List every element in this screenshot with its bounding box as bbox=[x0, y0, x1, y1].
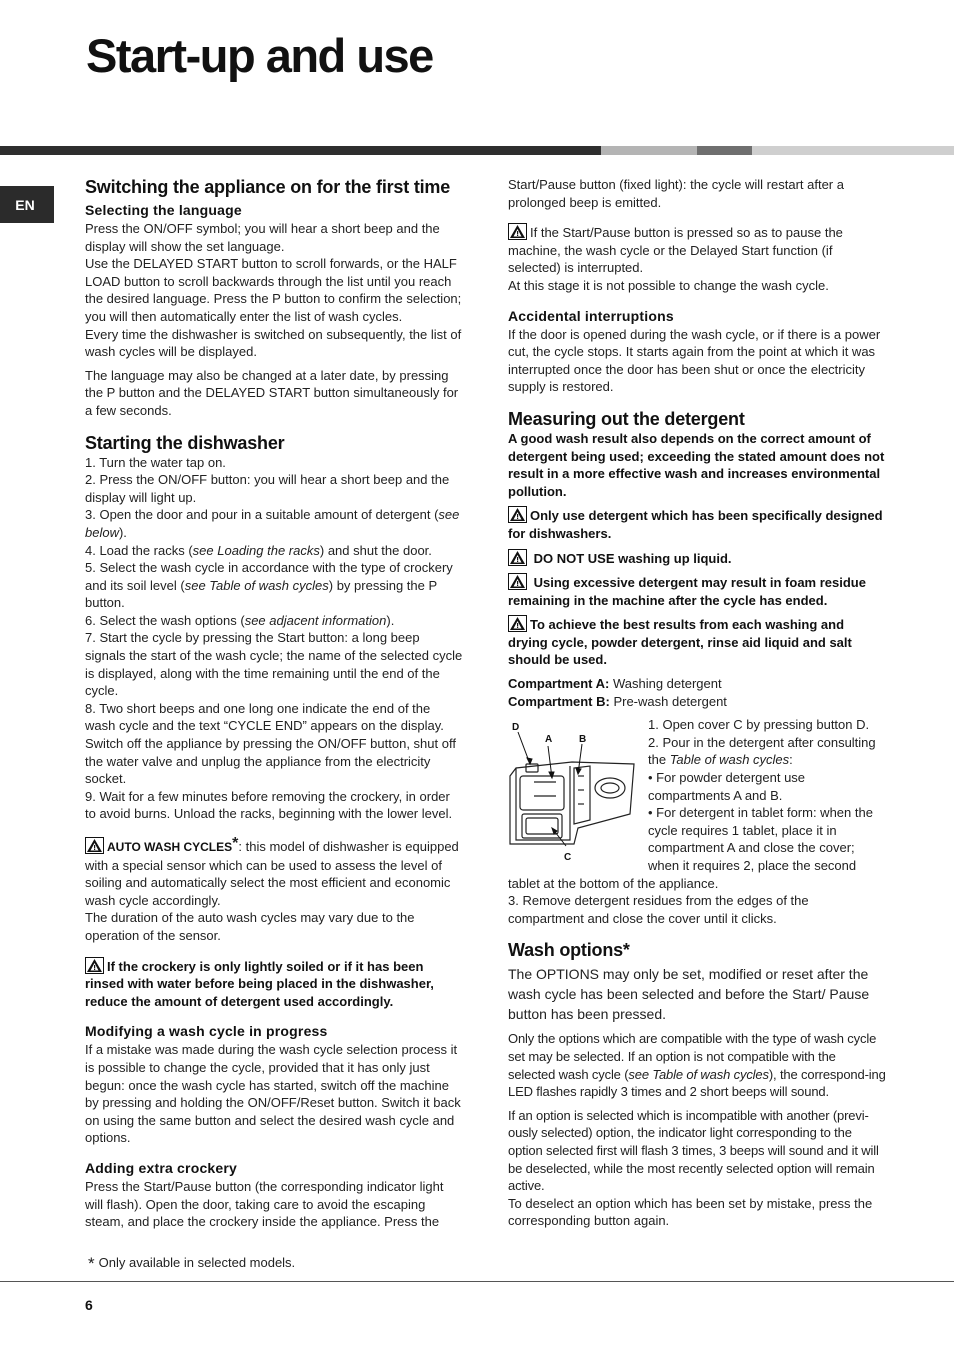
header-rule-light bbox=[601, 146, 697, 155]
step-3: 3. Open the door and pour in a suitable amount of detergent (see below). bbox=[85, 507, 460, 540]
detergent-warning-2: DO NOT USE washing up liquid. bbox=[508, 549, 886, 568]
header-rule-mid bbox=[697, 146, 752, 155]
dispenser-bullet-powder: • For powder detergent use compartments A and B. bbox=[648, 770, 806, 803]
dispenser-step-1: 1. Open cover C by pressing button D. bbox=[648, 717, 870, 733]
paragraph: The language may also be changed at a later date, by pressing the P button and the DELAYED START button simultaneously for a few seconds. bbox=[85, 367, 459, 418]
dispenser-section bbox=[508, 716, 886, 874]
heading-wash-options: Wash options* bbox=[508, 940, 630, 961]
detergent-intro: A good wash result also depends on the correct amount of detergent being used; exceeding the stated amount does not result in a more effective wash and increases environmental pollution. bbox=[508, 430, 885, 499]
paragraph: If a mistake was made during the wash cycle selection process it is possible to change the cycle, provided that it has only just begun: once the wash cycle has started, switch off the machine by pressing and holding the ON/OFF/Reset button. Switch it back on using the same button and select the desired wash cycle and options. bbox=[85, 1042, 461, 1146]
footer-rule bbox=[0, 1281, 954, 1282]
heading-starting: Starting the dishwasher bbox=[85, 432, 285, 453]
left-column bbox=[85, 176, 463, 1231]
dispenser-bullet-tablet-cont: tablet at the bottom of the appliance. bbox=[508, 875, 719, 891]
paragraph: Press the ON/OFF symbol; you will hear a short beep and the display will show the set language. bbox=[85, 221, 440, 254]
step-2: 2. Press the ON/OFF button: you will hear a short beep and the display will light up. bbox=[85, 472, 450, 505]
paragraph: Use the DELAYED START button to scroll forwards, or the HALF LOAD button to scroll backwards through the list until you reach the desired language. Press the P button to confirm the selection; you will then automatically enter the list of wash cycles. bbox=[85, 256, 462, 324]
label-a: A bbox=[545, 734, 553, 746]
detergent-warning-4: To achieve the best results from each washing and drying cycle, powder detergent, rinse aid liquid and salt should be used. bbox=[508, 617, 852, 668]
label-d: D bbox=[512, 722, 520, 734]
detergent-warning-1: Only use detergent which has been specifically designed for dishwashers. bbox=[508, 508, 883, 541]
pause-warning: If the Start/Pause button is pressed so as to pause the machine, the wash cycle or the Delayed Start function (if selected) is interrupted. bbox=[508, 225, 843, 276]
compartment-b: Compartment B: Pre-wash detergent bbox=[508, 693, 727, 709]
subheading-accidental: Accidental interruptions bbox=[508, 307, 674, 324]
warning-icon bbox=[508, 615, 527, 632]
dispenser-instructions bbox=[648, 716, 886, 874]
right-column bbox=[508, 176, 886, 1230]
warning-icon bbox=[508, 506, 527, 523]
label-b: B bbox=[579, 734, 587, 746]
header-rule-dark bbox=[0, 146, 601, 155]
dispenser-bullet-tablet: • For detergent in tablet form: when the cycle requires 1 tablet, place it in compartment A and close the cover; when it requires 2, place the second bbox=[648, 805, 873, 873]
warning-icon bbox=[508, 223, 527, 240]
step-7: 7. Start the cycle by pressing the Start button: a long beep signals the start of the wash cycle; the name of the selected cycle is displayed, along with the time remaining until the end of the cycle. bbox=[85, 630, 463, 699]
paragraph: The duration of the auto wash cycles may vary due to the operation of the sensor. bbox=[85, 910, 415, 943]
warning-icon bbox=[508, 549, 527, 566]
step-8: 8. Two short beeps and one long one indicate the end of the wash cycle and the text “CYCLE END” appears on the display. Switch off the appliance by pressing the ON/OFF button, shut off the water valve and unplug the appliance from the electricity socket. bbox=[85, 700, 456, 787]
compartment-a: Compartment A: Washing detergent bbox=[508, 676, 722, 692]
header-rule-light-end bbox=[752, 146, 954, 155]
step-1: 1. Turn the water tap on. bbox=[85, 454, 226, 470]
page-title: Start-up and use bbox=[86, 29, 433, 82]
dispenser-illustration bbox=[508, 716, 638, 866]
warning-icon bbox=[85, 837, 104, 854]
auto-wash-note: AUTO WASH CYCLES*: this model of dishwasher is equipped with a special sensor which can be used to assess the level of soiling and automatically select the most efficient and economic wash cycle accordingly. bbox=[85, 835, 459, 908]
paragraph: To deselect an option which has been set by mistake, press the corresponding button again. bbox=[508, 1195, 873, 1229]
paragraph: At this stage it is not possible to change the wash cycle. bbox=[508, 277, 829, 293]
label-c: C bbox=[564, 852, 572, 864]
detergent-warning-3: Using excessive detergent may result in foam residue remaining in the machine after the cycle has ended. bbox=[508, 575, 866, 608]
heading-detergent: Measuring out the detergent bbox=[508, 408, 745, 429]
paragraph: Press the Start/Pause button (the corresponding indicator light will flash). Open the door, taking care to avoid the escaping steam, and place the crockery inside the appliance. Press the bbox=[85, 1178, 444, 1230]
warning-icon bbox=[508, 573, 527, 590]
paragraph: If the door is opened during the wash cycle, or if there is a power cut, the cycle stops. It starts again from the point at which it was interrupted once the door has been shut or once the electricity supply is restored. bbox=[508, 326, 881, 395]
subheading-modifying: Modifying a wash cycle in progress bbox=[85, 1023, 328, 1040]
paragraph: Only the options which are compatible with the type of wash cycle set may be selected. If an option is not compatible with the selected wash cycle (see Table of wash cycles), the correspond-ing LED flashes rapidly 3 times and 2 short beeps will sound. bbox=[508, 1031, 886, 1100]
warning-icon bbox=[85, 957, 104, 974]
lightly-soiled-warning: If the crockery is only lightly soiled or if it has been rinsed with water before being placed in the dishwasher, reduce the amount of detergent used accordingly. bbox=[85, 958, 434, 1009]
language-tab: EN bbox=[0, 186, 54, 223]
paragraph: Start/Pause button (fixed light): the cycle will restart after a prolonged beep is emitted. bbox=[508, 177, 844, 210]
step-5: 5. Select the wash cycle in accordance with the type of crockery and its soil level (see Table of wash cycles) by pressing the P button. bbox=[85, 560, 453, 611]
step-6: 6. Select the wash options (see adjacent information). bbox=[85, 612, 395, 628]
footnote: * Only available in selected models. bbox=[88, 1254, 296, 1273]
step-4: 4. Load the racks (see Loading the racks) and shut the door. bbox=[85, 542, 432, 558]
paragraph: If an option is selected which is incompatible with another (previ-ously selected) option, the indicator light corresponding to the option selected first will flash 3 times, 3 beeps will sound and it will be deselected, while the most recently selected option will remain active. bbox=[508, 1107, 879, 1194]
page-number: 6 bbox=[85, 1297, 93, 1313]
heading-switching: Switching the appliance on for the first time bbox=[85, 177, 451, 197]
detergent-dispenser-diagram bbox=[508, 716, 638, 866]
subheading-selecting-language: Selecting the language bbox=[85, 202, 242, 218]
dispenser-step-3: 3. Remove detergent residues from the edges of the compartment and close the cover until it clicks. bbox=[508, 893, 809, 926]
paragraph: The OPTIONS may only be set, modified or reset after the wash cycle has been selected and before the Start/ Pause button has been pressed. bbox=[508, 966, 870, 1023]
dispenser-step-2: 2. Pour in the detergent after consulting the Table of wash cycles: bbox=[648, 734, 876, 768]
paragraph: Every time the dishwasher is switched on subsequently, the list of wash cycles will be displayed. bbox=[85, 326, 462, 360]
subheading-adding: Adding extra crockery bbox=[85, 1159, 238, 1176]
step-9: 9. Wait for a few minutes before removing the crockery, in order to avoid burns. Unload the racks, beginning with the lower level. bbox=[85, 788, 453, 822]
